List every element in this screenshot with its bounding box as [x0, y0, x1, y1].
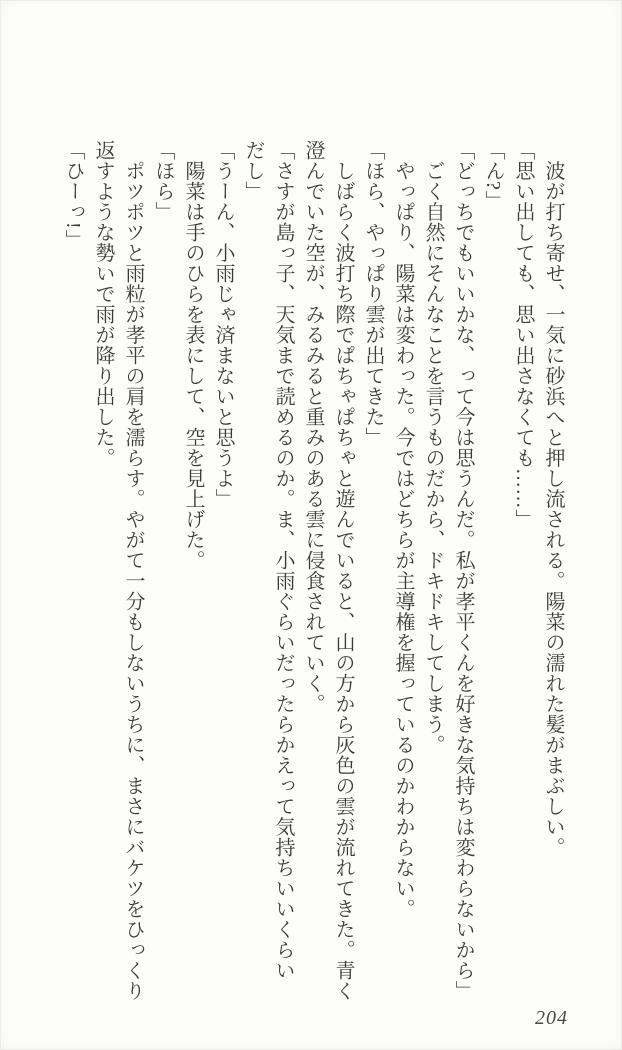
text-line: 「ひーっ!」 — [62, 140, 84, 250]
text-line: 陽菜は手のひらを表にして、空を見上げた。 — [182, 140, 204, 571]
text-line: ごく自然にそんなことを言うものだから、ドキドキしてしまう。 — [422, 140, 444, 755]
text-line: 「ん?」 — [482, 140, 504, 211]
text-line: 澄んでいた空が、みるみると重みのある雲に侵食されていく。 — [302, 140, 324, 714]
text-line: 「ほら」 — [152, 140, 174, 222]
text-line: 波が打ち寄せ、一気に砂浜へと押し流される。陽菜の濡れた髪がまぶしい。 — [542, 140, 564, 858]
text-line: 「どっちでもいいかな、って今は思うんだ。私が孝平くんを好きな気持ちは変わらないから」 — [452, 140, 474, 1001]
vertical-text-block — [58, 140, 568, 1012]
text-line: 返すような勢いで雨が降り出した。 — [92, 140, 114, 468]
text-line: ポツポツと雨粒が孝平の肩を濡らす。やがて一分もしないうちに、まさにバケツをひっくり — [122, 140, 144, 1001]
text-line: しばらく波打ち際でぱちゃぱちゃと遊んでいると、山の方から灰色の雲が流れてきた。青く — [332, 140, 354, 1001]
text-line: 「ほら、やっぱり雲が出てきた」 — [362, 140, 384, 448]
page-number: 204 — [535, 1007, 568, 1029]
text-line: だし」 — [242, 140, 264, 202]
text-line: 「さすが島っ子、天気まで読めるのか。ま、小雨ぐらいだったらかえって気持ちいいくらい — [272, 140, 294, 981]
text-line: やっぱり、陽菜は変わった。今ではどちらが主導権を握っているのかわからない。 — [392, 140, 414, 919]
text-line: 「思い出しても、思い出さなくても……」 — [512, 140, 534, 530]
text-line: 「うーん、小雨じゃ済まないと思うよ」 — [212, 140, 234, 509]
